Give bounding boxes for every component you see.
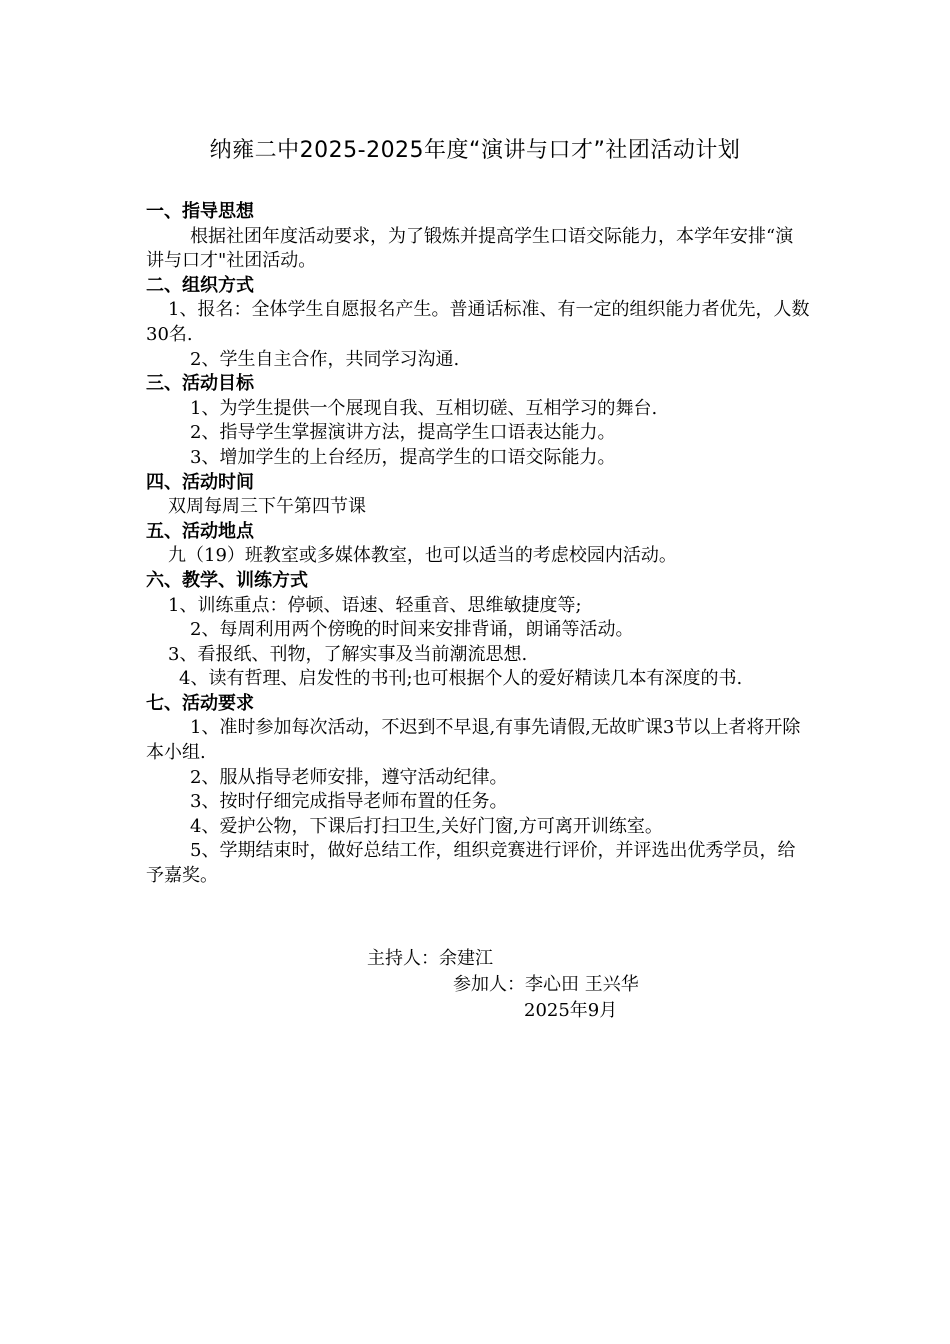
section-location — [146, 520, 811, 569]
document-title: 纳雍二中2025-2025年度“演讲与口才”社团活动计划 — [209, 138, 741, 163]
section-heading: 一、指导思想 — [146, 201, 254, 222]
paragraph: 4、爱护公物，下课后打扫卫生,关好门窗,方可离开训练室。 — [190, 815, 663, 837]
paragraph: 5、学期结束时，做好总结工作，组织竞赛进行评价，并评选出优秀学员，给予嘉奖。 — [146, 840, 796, 887]
section-heading: 二、组织方式 — [146, 274, 254, 296]
signature-host: 主持人：余建江 — [367, 948, 493, 969]
paragraph: 双周每周三下午第四节课 — [168, 496, 366, 518]
paragraph: 2、学生自主合作，共同学习沟通. — [190, 348, 460, 370]
section-heading: 三、活动目标 — [146, 373, 254, 395]
paragraph: 2、每周利用两个傍晚的时间来安排背诵，朗诵等活动。 — [190, 619, 634, 641]
paragraph: 3、按时仔细完成指导老师布置的任务。 — [190, 791, 508, 813]
paragraph: 2、指导学生掌握演讲方法，提高学生口语表达能力。 — [190, 422, 616, 444]
section-goals — [146, 372, 811, 470]
paragraph: 1、为学生提供一个展现自我、互相切磋、互相学习的舞台. — [190, 397, 658, 419]
signature-participants: 参加人：李心田 王兴华 — [453, 974, 639, 995]
paragraph: 1、训练重点：停顿、语速、轻重音、思维敏捷度等; — [168, 594, 582, 616]
paragraph: 3、增加学生的上台经历，提高学生的口语交际能力。 — [190, 446, 616, 468]
paragraph: 4、读有哲理、启发性的书刊;也可根据个人的爱好精读几本有深度的书. — [179, 668, 743, 690]
section-guiding-thought — [146, 200, 811, 274]
document-body — [146, 200, 811, 889]
section-heading: 五、活动地点 — [146, 520, 254, 542]
section-training — [146, 569, 811, 692]
section-time — [146, 471, 811, 520]
paragraph: 根据社团年度活动要求，为了锻炼并提高学生口语交际能力，本学年安排“演讲与口才"社团活动。 — [146, 225, 794, 272]
paragraph: 3、看报纸、刊物，了解实事及当前潮流思想. — [168, 643, 528, 665]
paragraph: 1、准时参加每次活动，不迟到不早退,有事先请假,无故旷课3节以上者将开除本小组. — [146, 717, 801, 764]
section-requirements — [146, 692, 811, 889]
paragraph: 九（19）班教室或多媒体教室，也可以适当的考虑校园内活动。 — [168, 545, 677, 567]
section-organization — [146, 274, 811, 372]
section-heading: 七、活动要求 — [146, 692, 254, 714]
paragraph: 2、服从指导老师安排，遵守活动纪律。 — [190, 766, 508, 788]
section-heading: 四、活动时间 — [146, 471, 254, 493]
section-heading: 六、教学、训练方式 — [146, 569, 308, 591]
signature-date: 2025年9月 — [524, 1000, 618, 1021]
paragraph: 1、报名：全体学生自愿报名产生。普通话标准、有一定的组织能力者优先，人数30名. — [146, 299, 810, 345]
